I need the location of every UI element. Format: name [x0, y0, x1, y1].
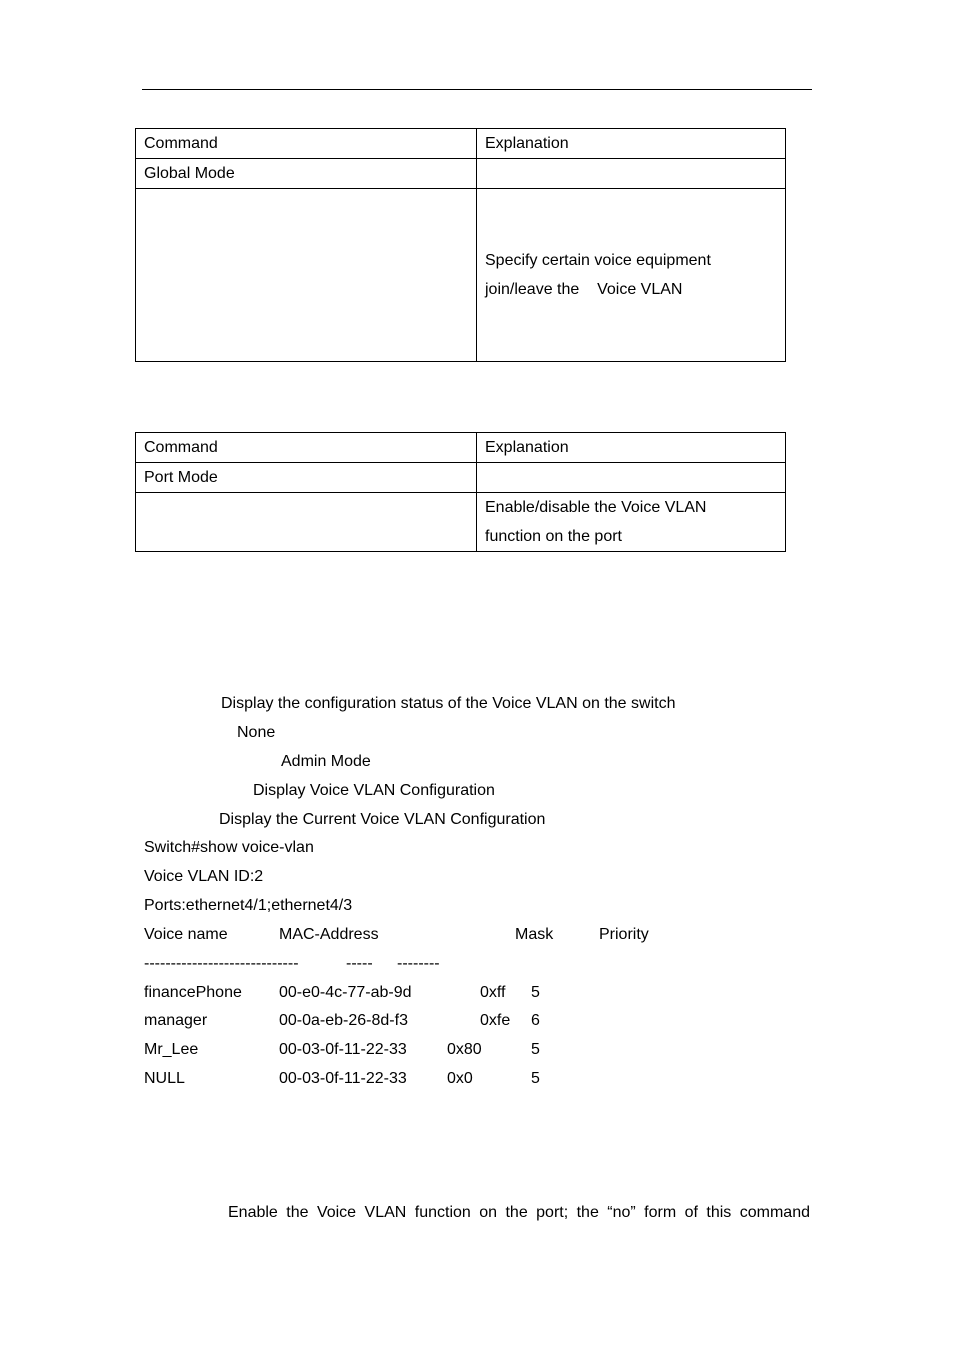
mode-explanation	[477, 463, 786, 493]
explanation-line: Specify certain voice equipment	[485, 252, 711, 269]
mask-cell: 0xff	[480, 984, 506, 1001]
mac-address-cell: 00-0a-eb-26-8d-f3	[279, 1012, 408, 1029]
example-text: Display the Current Voice VLAN Configuration	[219, 811, 546, 828]
mode-label: Port Mode	[136, 463, 477, 493]
explanation-cell	[477, 493, 786, 552]
voice-name-cell: manager	[144, 1012, 208, 1029]
column-header-mask: Mask	[515, 926, 554, 943]
mask-cell: 0x0	[447, 1070, 473, 1087]
explanation-cell	[477, 189, 786, 362]
cli-vlan-id: Voice VLAN ID:2	[144, 868, 264, 885]
separator-line: --------	[397, 955, 440, 972]
column-header-priority: Priority	[599, 926, 649, 943]
mac-address-cell: 00-03-0f-11-22-33	[279, 1070, 407, 1087]
command-table-global	[135, 128, 786, 362]
command-cell	[136, 493, 477, 552]
explanation-line: Enable/disable the Voice VLAN	[485, 499, 707, 516]
command-mode-text: Admin Mode	[281, 753, 371, 770]
header-command: Command	[136, 433, 477, 463]
table-row	[136, 189, 786, 362]
mode-row	[136, 159, 786, 189]
header-rule	[142, 89, 812, 90]
table-header-row	[136, 433, 786, 463]
next-function-text: Enable the Voice VLAN function on the port; the “no” form of this command	[228, 1204, 810, 1221]
header-explanation: Explanation	[477, 433, 786, 463]
priority-cell: 6	[531, 1012, 540, 1029]
function-text: Display the configuration status of the Voice VLAN on the switch	[221, 695, 676, 712]
separator-line: -----------------------------	[144, 955, 299, 972]
mask-cell: 0x80	[447, 1041, 482, 1058]
mode-explanation	[477, 159, 786, 189]
priority-cell: 5	[531, 984, 540, 1001]
mode-label: Global Mode	[136, 159, 477, 189]
explanation-line: join/leave the Voice VLAN	[485, 281, 683, 298]
table-header-row	[136, 129, 786, 159]
explanation-line: function on the port	[485, 528, 622, 545]
header-explanation: Explanation	[477, 129, 786, 159]
column-header-voice-name: Voice name	[144, 926, 228, 943]
voice-name-cell: NULL	[144, 1070, 185, 1087]
priority-cell: 5	[531, 1041, 540, 1058]
command-table-port	[135, 432, 786, 552]
usage-guide-text: Display Voice VLAN Configuration	[253, 782, 495, 799]
voice-name-cell: Mr_Lee	[144, 1041, 199, 1058]
mac-address-cell: 00-03-0f-11-22-33	[279, 1041, 407, 1058]
header-command: Command	[136, 129, 477, 159]
mac-address-cell: 00-e0-4c-77-ab-9d	[279, 984, 412, 1001]
table-row	[136, 493, 786, 552]
voice-name-cell: financePhone	[144, 984, 242, 1001]
mode-row	[136, 463, 786, 493]
command-cell	[136, 189, 477, 362]
parameter-text: None	[237, 724, 276, 741]
column-header-mac-address: MAC-Address	[279, 926, 379, 943]
mask-cell: 0xfe	[480, 1012, 511, 1029]
separator-line: -----	[346, 955, 373, 972]
priority-cell: 5	[531, 1070, 540, 1087]
cli-ports: Ports:ethernet4/1;ethernet4/3	[144, 897, 353, 914]
cli-prompt: Switch#show voice-vlan	[144, 839, 314, 856]
